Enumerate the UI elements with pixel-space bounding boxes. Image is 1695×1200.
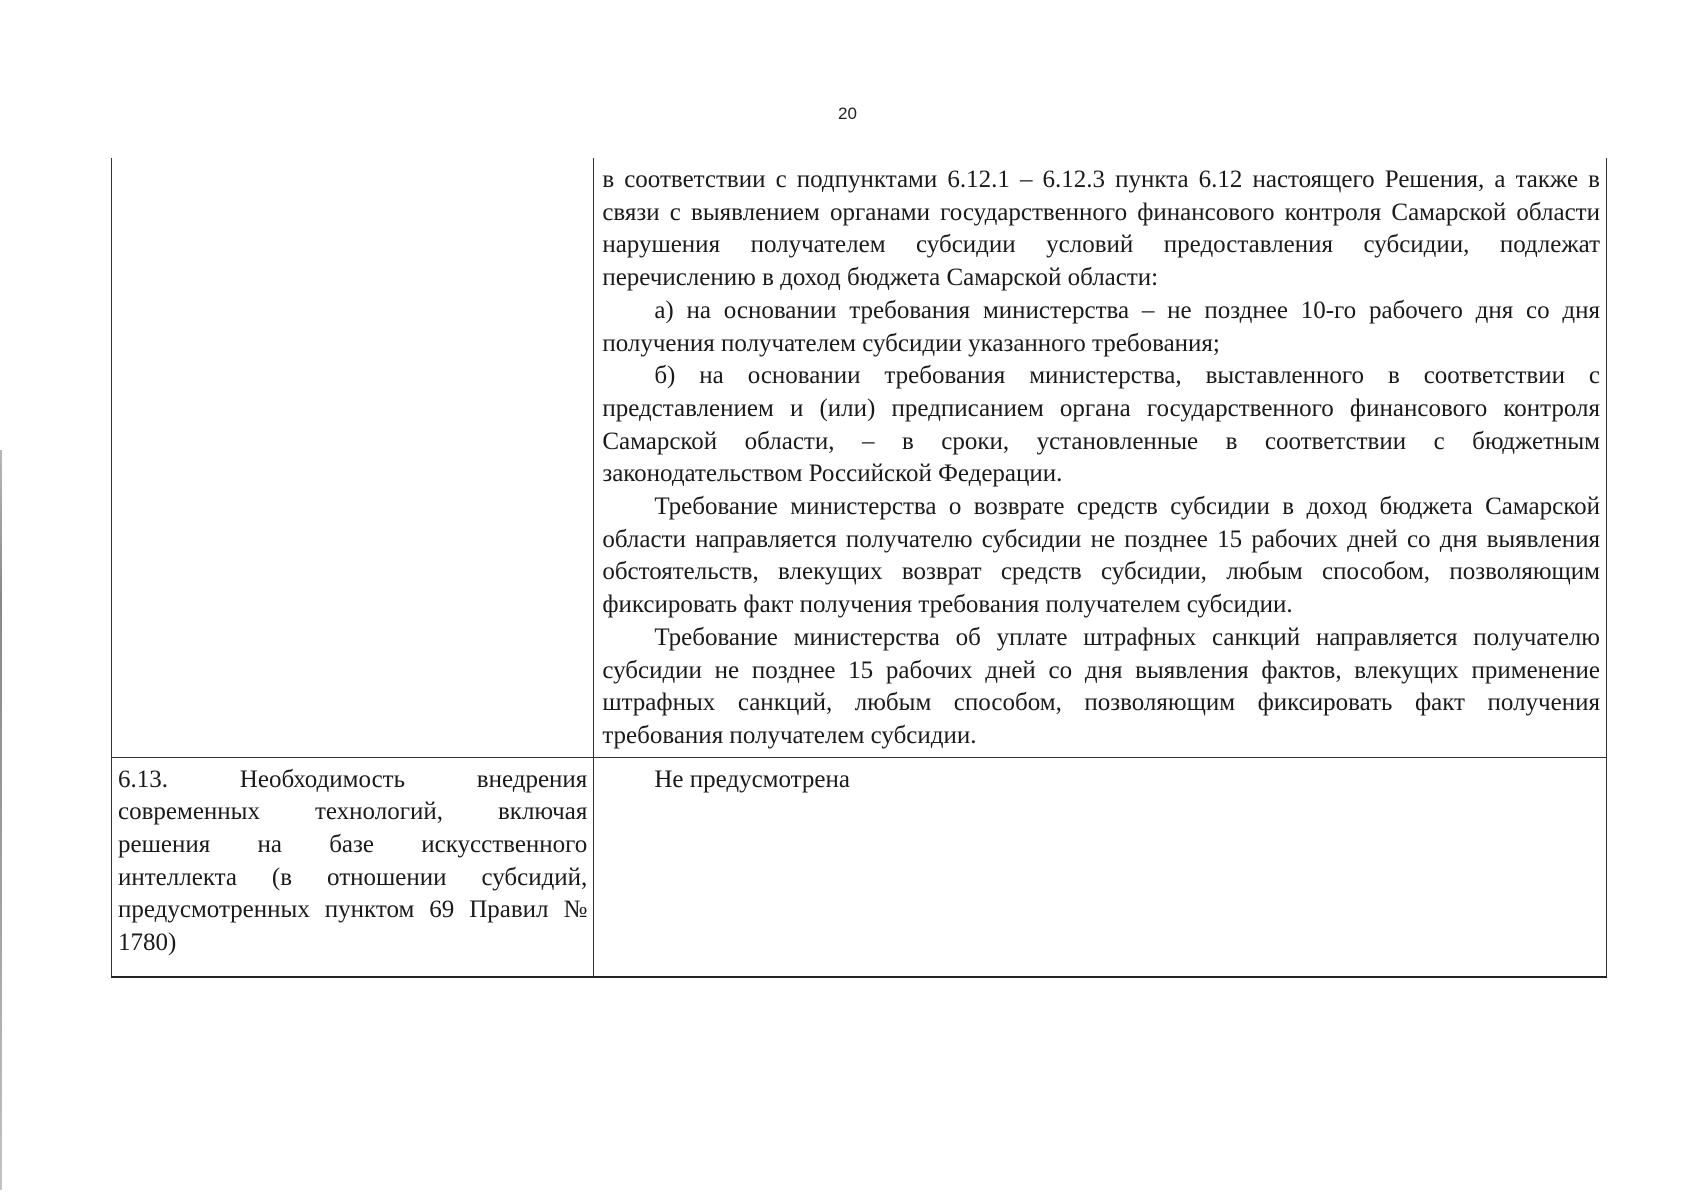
- paragraph-continuation: в соответствии с подпунктами 6.12.1 – 6.12.3 пункта 6.12 настоящего Решения, а также в связи с выявлением органами государственного финансового контроля Самарской области нарушения получателем субсидии условий предоставления субсидии, подлежат перечислению в доход бюджета Самарской области:: [602, 166, 1600, 292]
- scan-edge: [0, 450, 2, 1190]
- table-cell-right: [594, 158, 1607, 757]
- section-6-13-title: 6.13. Необходимость внедрения современных технологий, включая решения на базе искусственного интеллекта (в отношении субсидий, предусмотренных пунктом 69 Правил № 1780): [118, 765, 588, 957]
- paragraph-return-requirement: Требование министерства о возврате средств субсидии в доход бюджета Самарской области направляется получателю субсидии не позднее 15 рабочих дней со дня выявления обстоятельств, влекущих возврат средств субсидии, любым способом, позволяющим фиксировать факт получения требования получателем субсидии.: [602, 493, 1600, 619]
- table-cell-left: [112, 757, 594, 977]
- page-number: 20: [838, 104, 857, 123]
- table-cell-left-empty: [112, 158, 594, 757]
- paragraph-item-b: б) на основании требования министерства, выставленного в соответствии с представлением и (или) предписанием органа государственного финансового контроля Самарской области, – в сроки, установленные в соответствии с бюджетным законодательством Российской Федерации.: [602, 362, 1600, 488]
- paragraph-item-a: а) на основании требования министерства – не позднее 10-го рабочего дня со дня получения получателем субсидии указанного требования;: [602, 296, 1600, 357]
- cell-left-text: [112, 158, 593, 168]
- table-row: [112, 158, 1607, 757]
- table-cell-right: [594, 757, 1607, 977]
- table-row: [112, 757, 1607, 977]
- section-6-13-value: Не предусмотрена: [654, 765, 850, 793]
- document-table: [111, 158, 1607, 978]
- paragraph-penalty-requirement: Требование министерства об уплате штрафных санкций направляется получателю субсидии не позднее 15 рабочих дней со дня выявления фактов, влекущих применение штрафных санкций, любым способом, позволяющим фиксировать факт получения требования получателем субсидии.: [602, 623, 1600, 749]
